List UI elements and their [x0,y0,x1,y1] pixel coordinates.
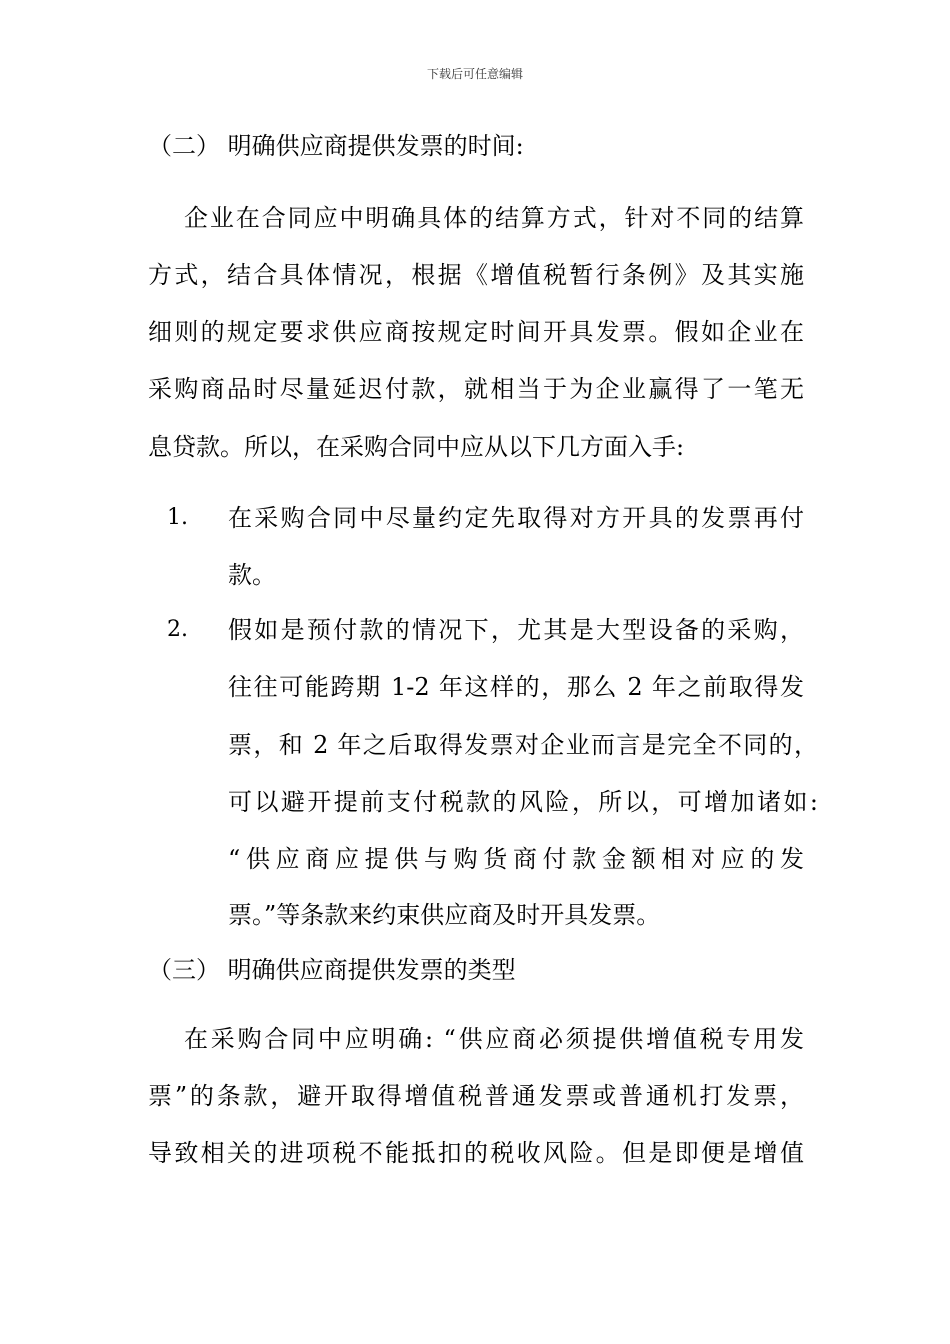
section-heading-2: （二） 明确供应商提供发票的时间: [148,132,524,160]
section-heading-3: （三） 明确供应商提供发票的类型 [148,956,516,984]
list-item-line: 票，和 2 年之后取得发票对企业而言是完全不同的， [228,731,818,759]
list-item-line: 假如是预付款的情况下，尤其是大型设备的采购， [228,616,804,644]
list-item-line: 在采购合同中尽量约定先取得对方开具的发票再付 [228,504,804,532]
list-item-number: 2. [167,617,188,642]
paragraph-line: 票”的条款，避开取得增值税普通发票或普通机打发票， [148,1082,804,1110]
list-item-line: 往往可能跨期 1-2 年这样的，那么 2 年之前取得发 [228,673,804,701]
paragraph-line: 导致相关的进项税不能抵扣的税收风险。但是即便是增值 [148,1139,804,1167]
page-header-note: 下载后可任意编辑 [426,67,523,81]
paragraph-line: 在采购合同中应明确: “供应商必须提供增值税专用发 [184,1025,804,1053]
paragraph-line: 细则的规定要求供应商按规定时间开具发票。假如企业在 [148,318,804,346]
paragraph-line: 企业在合同应中明确具体的结算方式，针对不同的结算 [184,204,804,232]
paragraph-line: 息贷款。所以，在采购合同中应从以下几方面入手: [148,433,685,461]
list-item-line: “供应商应提供与购货商付款金额相对应的发 [228,845,804,873]
paragraph-line: 方式，结合具体情况，根据《增值税暂行条例》及其实施 [148,261,804,289]
list-item-line: 票。”等条款来约束供应商及时开具发票。 [228,901,661,929]
list-item-line: 款。 [228,561,276,589]
paragraph-line: 采购商品时尽量延迟付款，就相当于为企业赢得了一笔无 [148,375,804,403]
list-item-number: 1. [167,505,188,530]
list-item-line: 可以避开提前支付税款的风险，所以，可增加诸如: [228,788,818,816]
